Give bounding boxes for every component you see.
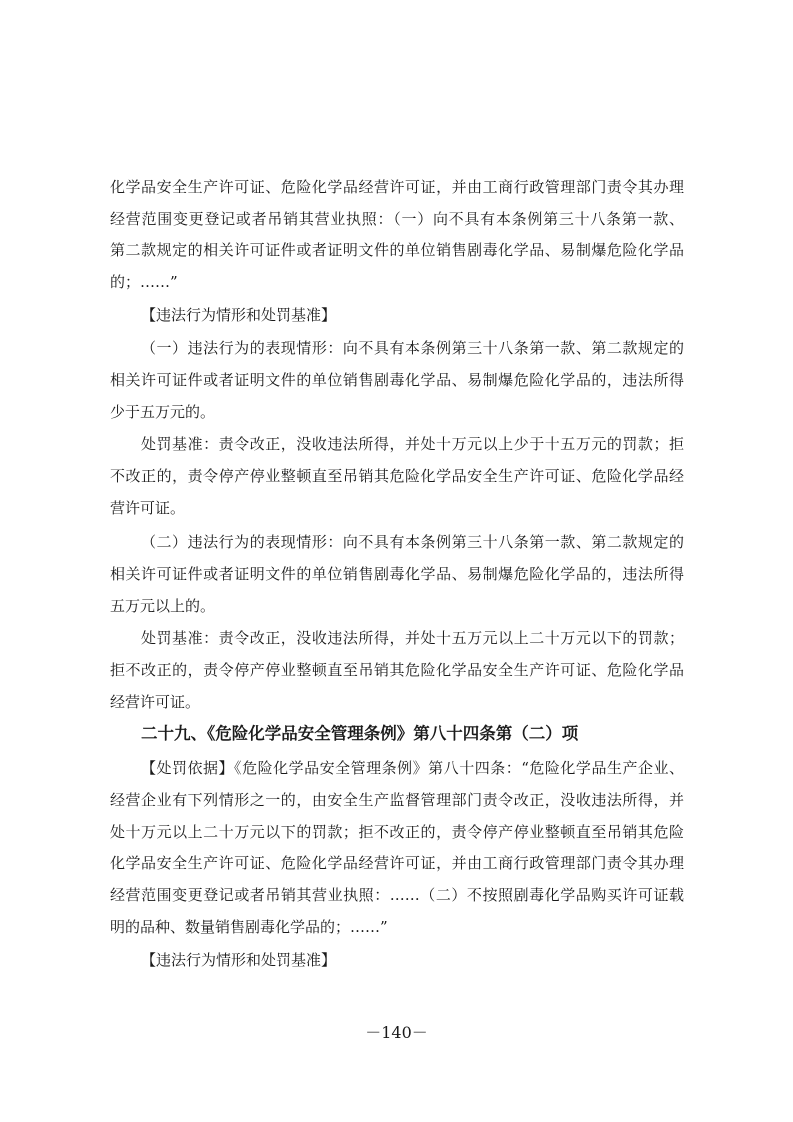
case-situation-line: 五万元以上的。 <box>110 597 216 615</box>
basis-line: 明的品种、数量销售剧毒化学品的；……” <box>110 918 388 936</box>
penalty-line: 处罚基准：责令改正，没收违法所得，并处十五万元以上二十万元以下的罚款； <box>141 629 684 647</box>
basis-line: 经营范围变更登记或者吊销其营业执照：……（二）不按照剧毒化学品购买许可证载 <box>110 886 684 904</box>
basis-line: 化学品安全生产许可证、危险化学品经营许可证，并由工商行政管理部门责令其办理 <box>110 854 684 872</box>
paragraph-line: 第二款规定的相关许可证件或者证明文件的单位销售剧毒化学品、易制爆危险化学品 <box>110 241 684 259</box>
article-heading: 二十九、《危险化学品安全管理条例》第八十四条第（二）项 <box>141 724 579 743</box>
basis-line: 【处罚依据】《危险化学品安全管理条例》第八十四条：“危险化学品生产企业、 <box>141 759 684 777</box>
penalty-line: 经营许可证。 <box>110 693 201 711</box>
paragraph-line: 化学品安全生产许可证、危险化学品经营许可证，并由工商行政管理部门责令其办理 <box>110 178 684 196</box>
paragraph-line: 的；……” <box>110 273 178 291</box>
page-number: －140－ <box>365 1023 428 1042</box>
section-label: 【违法行为情形和处罚基准】 <box>141 951 337 969</box>
basis-line: 处十万元以上二十万元以下的罚款；拒不改正的，责令停产停业整顿直至吊销其危险 <box>110 823 684 841</box>
case-situation-line: （一）违法行为的表现情形：向不具有本条例第三十八条第一款、第二款规定的 <box>141 339 684 357</box>
penalty-line: 营许可证。 <box>110 499 186 517</box>
paragraph-line: 经营范围变更登记或者吊销其营业执照：（一）向不具有本条例第三十八条第一款、 <box>110 210 684 228</box>
penalty-line: 不改正的，责令停产停业整顿直至吊销其危险化学品安全生产许可证、危险化学品经 <box>110 467 684 485</box>
case-situation-line: 相关许可证件或者证明文件的单位销售剧毒化学品、易制爆危险化学品的，违法所得 <box>110 565 684 583</box>
case-situation-line: 相关许可证件或者证明文件的单位销售剧毒化学品、易制爆危险化学品的，违法所得 <box>110 371 684 389</box>
penalty-line: 拒不改正的，责令停产停业整顿直至吊销其危险化学品安全生产许可证、危险化学品 <box>110 661 684 679</box>
penalty-line: 处罚基准：责令改正，没收违法所得，并处十万元以上少于十五万元的罚款；拒 <box>141 435 684 453</box>
case-situation-line: （二）违法行为的表现情形：向不具有本条例第三十八条第一款、第二款规定的 <box>141 533 684 551</box>
basis-line: 经营企业有下列情形之一的，由安全生产监督管理部门责令改正，没收违法所得，并 <box>110 791 684 809</box>
case-situation-line: 少于五万元的。 <box>110 403 216 421</box>
section-label: 【违法行为情形和处罚基准】 <box>141 306 337 324</box>
